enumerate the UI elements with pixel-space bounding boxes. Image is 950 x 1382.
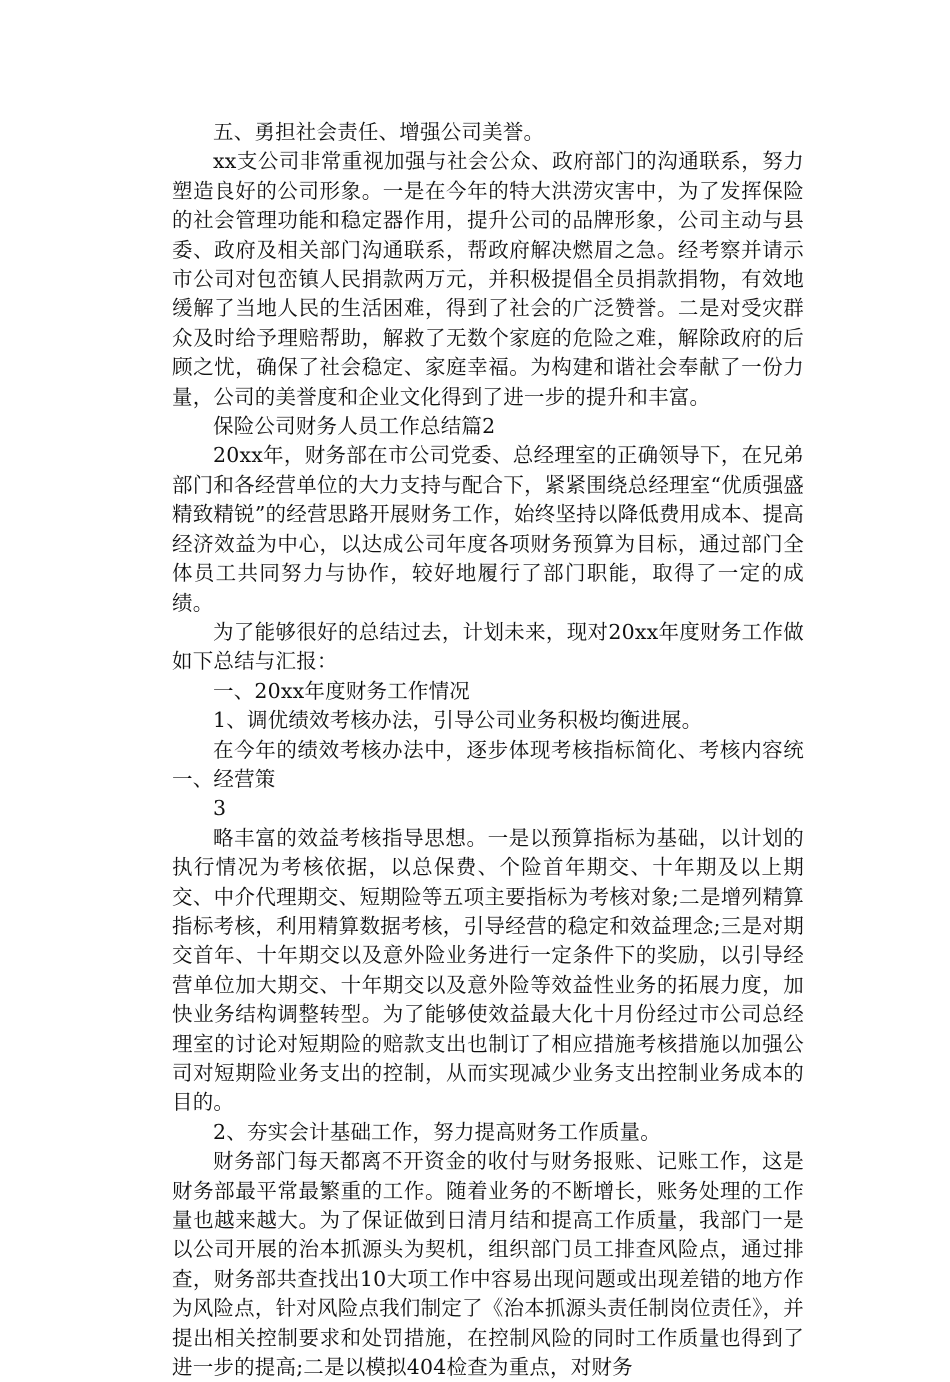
subsection-heading: 1、调优绩效考核办法，引导公司业务积极均衡进展。: [213, 708, 703, 733]
section-heading: 五、勇担社会责任、增强公司美誉。: [213, 120, 545, 144]
subsection-heading: 2、夯实会计基础工作，努力提高财务工作质量。: [213, 1119, 661, 1144]
body-paragraph: 略丰富的效益考核指导思想。一是以预算指标为基础，以计划的执行情况为考核依据，以总保费、个险首年期交、十年期及以上期交、中介代理期交、短期险等五项主要指标为考核对象;二是增列精算指标考核，利用精算数据考核，引导经营的稳定和效益理念;三是对期交首年、十年期交以及意外险业务进行一定条件下的奖励，以引导经营单位加大期交、十年期交以及意外险等效益性业务的拓展力度，加快业务结构调整转型。为了能够使效益最大化十月份经过市公司总经理室的讨论对短期险的赔款支出也制订了相应措施考核措施以加强公司对短期险业务支出的控制，从而实现减少业务支出控制业务成本的目的。: [172, 825, 804, 1115]
body-paragraph: 20xx年，财务部在市公司党委、总经理室的正确领导下，在兄弟部门和各经营单位的大力支持与配合下，紧紧围绕总经理室“优质强盛精致精锐”的经营思路开展财务工作，始终坚持以降低费用成本、提高经济效益为中心，以达成公司年度各项财务预算为目标，通过部门全体员工共同努力与协作，较好地履行了部门职能，取得了一定的成绩。: [172, 443, 804, 615]
page-number: 3: [213, 796, 227, 821]
body-paragraph: 在今年的绩效考核办法中，逐步体现考核指标简化、考核内容统一、经营策: [172, 737, 804, 791]
body-paragraph: 为了能够很好的总结过去，计划未来，现对20xx年度财务工作做如下总结与汇报：: [172, 619, 804, 674]
body-paragraph: 财务部门每天都离不开资金的收付与财务报账、记账工作，这是财务部最平常最繁重的工作。随着业务的不断增长，账务处理的工作量也越来越大。为了保证做到日清月结和提高工作质量，我部门一是以公司开展的治本抓源头为契机，组织部门员工排查风险点，通过排查，财务部共查找出10大项工作中容易出现问题或出现差错的地方作为风险点，针对风险点我们制定了《治本抓源头责任制岗位责任》，并提出相关控制要求和处罚措施，在控制风险的同时工作质量也得到了进一步的提高;二是以模拟404检查为重点，对财务: [172, 1149, 804, 1380]
article-title: 保险公司财务人员工作总结篇2: [213, 414, 496, 439]
body-paragraph: xx支公司非常重视加强与社会公众、政府部门的沟通联系，努力塑造良好的公司形象。一是在今年的特大洪涝灾害中，为了发挥保险的社会管理功能和稳定器作用，提升公司的品牌形象，公司主动与县委、政府及相关部门沟通联系，帮政府解决燃眉之急。经考察并请示市公司对包峦镇人民捐款两万元，并积极提倡全员捐款捐物，有效地缓解了当地人民的生活困难，得到了社会的广泛赞誉。二是对受灾群众及时给予理赔帮助，解救了无数个家庭的危险之难，解除政府的后顾之忧，确保了社会稳定、家庭幸福。为构建和谐社会奉献了一份力量，公司的美誉度和企业文化得到了进一步的提升和丰富。: [172, 149, 804, 409]
document-body: [172, 118, 804, 1382]
section-heading: 一、20xx年度财务工作情况: [213, 678, 471, 703]
